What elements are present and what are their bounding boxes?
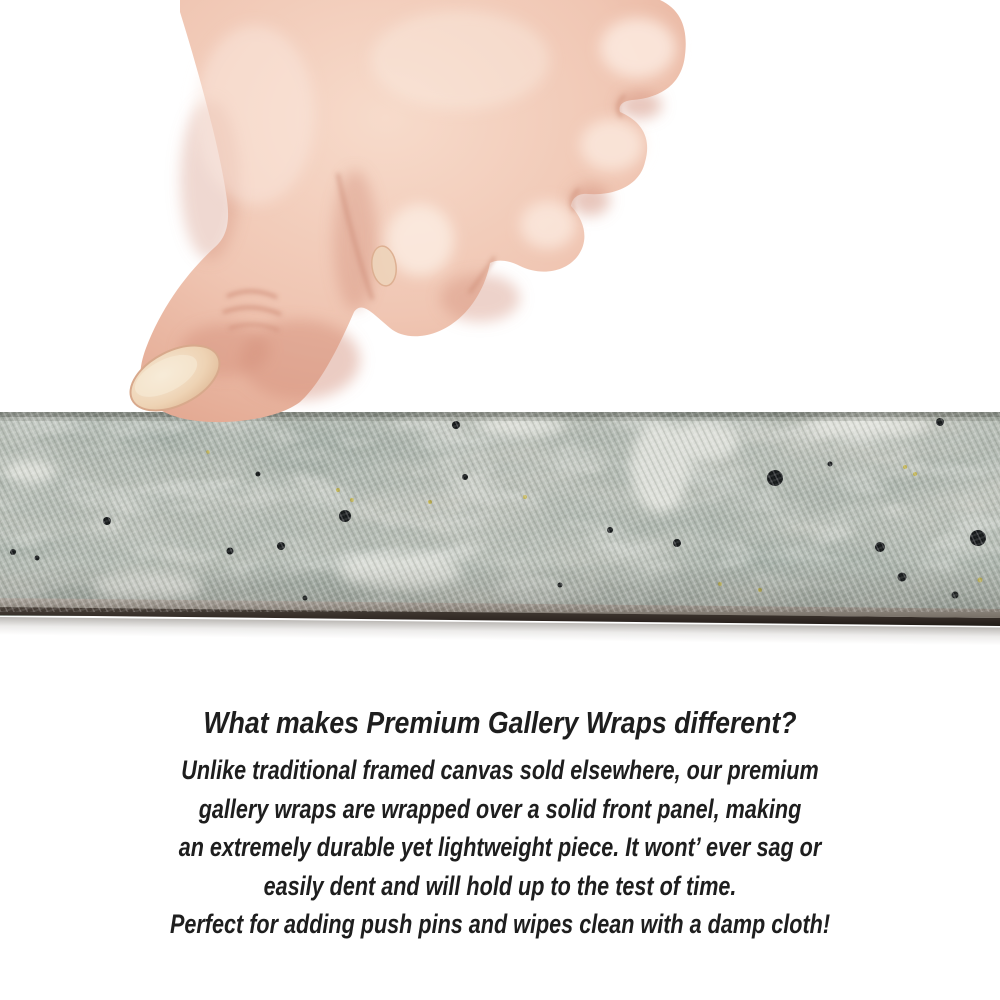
copy-line: an extremely durable yet lightweight piece. It wont’ ever sag or — [178, 832, 822, 863]
thumb-pressing-hand-image — [0, 0, 760, 432]
copy-section — [0, 701, 1000, 944]
copy-line: easily dent and will hold up to the test of time. — [263, 870, 737, 901]
hand-photo — [0, 0, 760, 437]
copy-line: Unlike traditional framed canvas sold elsewhere, our premium — [181, 755, 819, 785]
copy-line: gallery wraps are wrapped over a solid front panel, making — [198, 793, 802, 824]
copy-line: Perfect for adding push pins and wipes clean with a damp cloth! — [169, 909, 831, 940]
canvas-texture-image — [0, 412, 1000, 628]
canvas-strip — [0, 412, 1000, 628]
copy-heading: What makes Premium Gallery Wraps different? — [203, 705, 797, 740]
